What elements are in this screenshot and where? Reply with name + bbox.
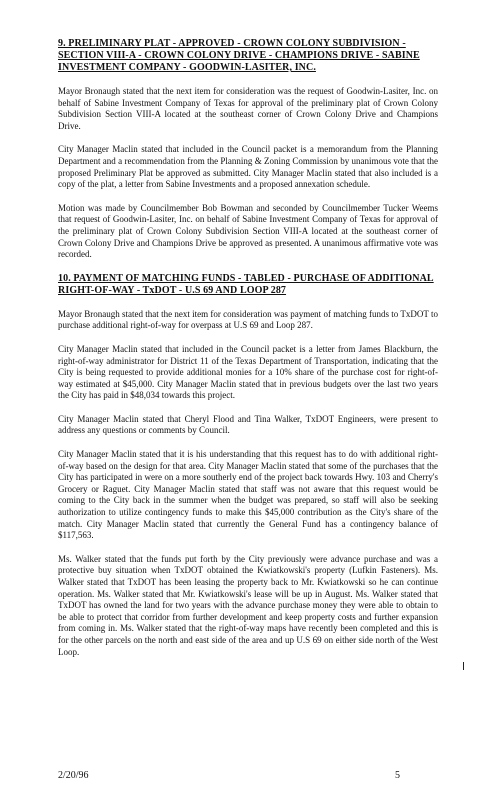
item-10-heading: 10. PAYMENT OF MATCHING FUNDS - TABLED - PURCHASE OF ADDITIONAL RIGHT-OF-WAY - TxDOT - U.S 69 AND LOOP 287 [58,272,434,296]
item-9-heading: 9. PRELIMINARY PLAT - APPROVED - CROWN COLONY SUBDIVISION - SECTION VIII-A - CROWN COLONY DRIVE - CHAMPIONS DRIVE - SABINE INVESTMENT COMPANY - GOODWIN-LASITER, INC. [58,38,420,73]
agenda-item-10 [58,273,438,658]
document-page [58,38,438,668]
item-10-paragraph: City Manager Maclin stated that included in the Council packet is a letter from James Blackburn, the right-of-way administrator for District 11 of the Texas Department of Transportation, indicating that the City is being requested to provide additional monies for a 10% share of the purchase cost for right-of-way estimated at $45,000. City Manager Maclin stated that in previous budgets over the last two years the City has paid in $48,034 towards this project. [58,343,438,401]
item-9-paragraph: Mayor Bronaugh stated that the next item for consideration was the request of Goodwin-Lasiter, Inc. on behalf of Sabine Investment Company of Texas for approval of the preliminary plat of Crown Colony Subdivision Section VIII-A located at the southeast corner of Crown Colony Drive and Champions Drive. [58,86,438,131]
footer-date: 2/20/96 [58,770,89,781]
item-9-paragraph: City Manager Maclin stated that included in the Council packet is a memorandum from the Planning Department and a recommendation from the Planning & Zoning Commission by unanimous vote that the proposed Preliminary Plat be approved as submitted. City Manager Maclin stated that also included is a copy of the plat, a letter from Sabine Investments and a proposed annexation schedule. [58,144,438,190]
item-9-paragraph: Motion was made by Councilmember Bob Bowman and seconded by Councilmember Tucker Weems that request of Goodwin-Lasiter, Inc. on behalf of Sabine Investment Company of Texas for approval of the preliminary plat of Crown Colony Subdivision Section VIII-A located at the southeast corner of Crown Colony Drive and Champions Drive be approved as presented. A unanimous affirmative vote was recorded. [58,202,438,260]
item-10-paragraph: City Manager Maclin stated that Cheryl Flood and Tina Walker, TxDOT Engineers, were present to address any questions or comments by Council. [58,413,438,436]
item-10-paragraph: Mayor Bronaugh stated that the next item for consideration was payment of matching funds to TxDOT to purchase additional right-of-way for overpass at U.S 69 and Loop 287. [58,308,438,331]
scan-artifact-mark [463,662,464,670]
agenda-item-9 [58,38,438,261]
page-number: 5 [395,770,400,781]
item-10-paragraph: City Manager Maclin stated that it is his understanding that this request has to do with additional right-of-way based on the design for that area. City Manager Maclin stated that some of the purchases that the City has participated in were on a more southerly end of the project back towards Hwy. 103 and Cherry's Grocery or Raguet. City Manager Maclin stated that staff was not aware that this request would be coming to the City back in the summer when the budget was prepared, so staff will also be seeking authorization to utilize contingency funds to make this $45,000 contribution as the City's share of the match. City Manager Maclin stated that currently the General Fund has a contingency balance of $117,563. [58,449,438,541]
item-10-paragraph: Ms. Walker stated that the funds put forth by the City previously were advance purchase and was a protective buy situation when TxDOT obtained the Kwiatkowski's property (Lufkin Fasteners). Ms. Walker stated that TxDOT has been leasing the property back to Mr. Kwiatkowski so he can continue operation. Ms. Walker stated that Mr. Kwiatkowski's lease will be up in August. Ms. Walker stated that TxDOT has owned the land for two years with the advance purchase money they were able to obtain to be able to protect that corridor from further development and keep property costs and further expansion from coming in. Ms. Walker stated that the right-of-way maps have recently been completed and this is for the other parcels on the north and east side of the area and up U.S 69 on either side north of the West Loop. [58,553,438,657]
